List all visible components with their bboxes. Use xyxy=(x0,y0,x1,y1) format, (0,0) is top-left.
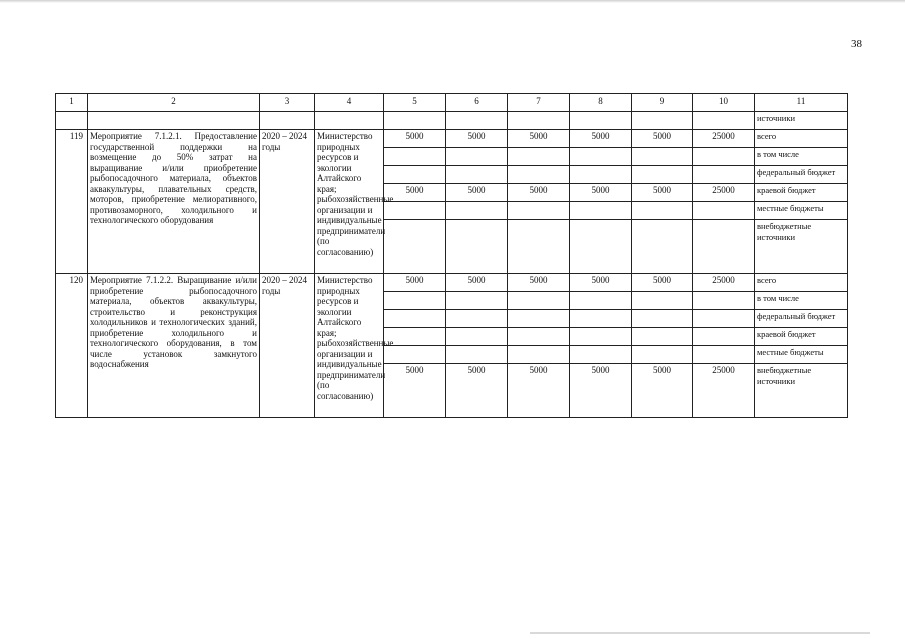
empty-cell xyxy=(260,112,315,130)
empty-cell xyxy=(508,112,570,130)
amount-cell xyxy=(570,220,632,274)
amount-cell xyxy=(632,148,693,166)
amount-cell: 5000 xyxy=(384,274,446,292)
amount-cell: 5000 xyxy=(632,274,693,292)
amount-cell: 25000 xyxy=(693,274,755,292)
amount-cell xyxy=(508,310,570,328)
scan-bottom-edge xyxy=(530,632,870,634)
amount-cell xyxy=(446,220,508,274)
amount-cell xyxy=(632,166,693,184)
measure-description: Мероприятие 7.1.2.1. Предоставление государственной поддержки на возмещение до 50% затрат на выращивание и/или приобретение рыбопосадочного материала, объектов аквакультуры, плавательных средств, моторов, приобретение мелиоративного, противозаморного, холодильного и технологического оборудования xyxy=(88,130,260,274)
amount-cell: 5000 xyxy=(632,364,693,418)
amount-cell xyxy=(632,292,693,310)
funding-source: внебюджетные источники xyxy=(755,364,848,418)
amount-cell xyxy=(693,346,755,364)
measure-number: 119 xyxy=(56,130,88,274)
amount-cell: 5000 xyxy=(570,130,632,148)
amount-cell xyxy=(693,220,755,274)
amount-cell xyxy=(446,166,508,184)
amount-cell xyxy=(632,202,693,220)
implementation-period: 2020 – 2024 годы xyxy=(260,130,315,274)
amount-cell xyxy=(693,328,755,346)
measure-description: Мероприятие 7.1.2.2. Выращивание и/или приобретение рыбопосадочного материала, объектов аквакультуры, строительство и реконструкция холодильников и технологических зданий, приобретение холодильного и технологического оборудования, в том числе установок замкнутого водоснабжения xyxy=(88,274,260,418)
funding-source: в том числе xyxy=(755,148,848,166)
amount-cell xyxy=(693,148,755,166)
amount-cell xyxy=(570,310,632,328)
amount-cell: 5000 xyxy=(570,364,632,418)
amount-cell xyxy=(508,346,570,364)
table-row xyxy=(56,274,848,292)
amount-cell xyxy=(384,220,446,274)
amount-cell xyxy=(508,220,570,274)
amount-cell: 5000 xyxy=(570,274,632,292)
measure-number: 120 xyxy=(56,274,88,418)
amount-cell: 5000 xyxy=(508,130,570,148)
amount-cell: 25000 xyxy=(693,130,755,148)
funding-source: федеральный бюджет xyxy=(755,310,848,328)
funding-source: краевой бюджет xyxy=(755,184,848,202)
amount-cell xyxy=(446,292,508,310)
amount-cell xyxy=(693,202,755,220)
funding-source: местные бюджеты xyxy=(755,202,848,220)
source-label: источники xyxy=(755,112,848,130)
amount-cell: 5000 xyxy=(446,184,508,202)
amount-cell xyxy=(570,346,632,364)
amount-cell xyxy=(508,292,570,310)
amount-cell xyxy=(693,166,755,184)
amount-cell xyxy=(384,166,446,184)
amount-cell xyxy=(384,202,446,220)
funding-source: краевой бюджет xyxy=(755,328,848,346)
column-number-4: 4 xyxy=(315,94,384,112)
amount-cell: 5000 xyxy=(446,364,508,418)
column-number-9: 9 xyxy=(632,94,693,112)
amount-cell xyxy=(570,202,632,220)
empty-cell xyxy=(632,112,693,130)
page-number: 38 xyxy=(851,38,862,50)
amount-cell xyxy=(632,310,693,328)
funding-source: местные бюджеты xyxy=(755,346,848,364)
amount-cell: 5000 xyxy=(570,184,632,202)
amount-cell xyxy=(384,148,446,166)
table-row xyxy=(56,130,848,148)
executor: Министерство природных ресурсов и экологии Алтайского края; рыбохозяйственные организации и индивидуальные предприниматели (по согласованию) xyxy=(315,274,384,418)
column-number-7: 7 xyxy=(508,94,570,112)
amount-cell xyxy=(446,346,508,364)
column-number-11: 11 xyxy=(755,94,848,112)
amount-cell xyxy=(632,346,693,364)
amount-cell: 5000 xyxy=(384,184,446,202)
amount-cell: 5000 xyxy=(508,364,570,418)
column-number-1: 1 xyxy=(56,94,88,112)
empty-cell xyxy=(693,112,755,130)
table-body xyxy=(56,94,848,418)
amount-cell xyxy=(693,310,755,328)
amount-cell xyxy=(446,310,508,328)
amount-cell xyxy=(508,166,570,184)
empty-cell xyxy=(384,112,446,130)
column-number-2: 2 xyxy=(88,94,260,112)
amount-cell xyxy=(446,328,508,346)
continuation-row xyxy=(56,112,848,130)
empty-cell xyxy=(88,112,260,130)
empty-cell xyxy=(446,112,508,130)
funding-source: в том числе xyxy=(755,292,848,310)
amount-cell xyxy=(508,202,570,220)
empty-cell xyxy=(315,112,384,130)
funding-source: федеральный бюджет xyxy=(755,166,848,184)
amount-cell: 5000 xyxy=(446,274,508,292)
executor: Министерство природных ресурсов и экологии Алтайского края; рыбохозяйственные организации и индивидуальные предприниматели (по согласованию) xyxy=(315,130,384,274)
amount-cell xyxy=(508,148,570,166)
amount-cell: 5000 xyxy=(508,184,570,202)
amount-cell xyxy=(570,148,632,166)
amount-cell xyxy=(632,328,693,346)
column-number-5: 5 xyxy=(384,94,446,112)
amount-cell: 25000 xyxy=(693,364,755,418)
amount-cell xyxy=(508,328,570,346)
amount-cell xyxy=(632,220,693,274)
amount-cell xyxy=(570,166,632,184)
scan-top-edge xyxy=(0,0,905,3)
program-table xyxy=(55,93,848,418)
amount-cell xyxy=(384,292,446,310)
column-number-8: 8 xyxy=(570,94,632,112)
amount-cell: 25000 xyxy=(693,184,755,202)
amount-cell xyxy=(693,292,755,310)
amount-cell: 5000 xyxy=(384,130,446,148)
implementation-period: 2020 – 2024 годы xyxy=(260,274,315,418)
empty-cell xyxy=(570,112,632,130)
amount-cell: 5000 xyxy=(632,130,693,148)
funding-source: всего xyxy=(755,274,848,292)
amount-cell xyxy=(384,346,446,364)
funding-source: внебюджетные источники xyxy=(755,220,848,274)
empty-cell xyxy=(56,112,88,130)
amount-cell: 5000 xyxy=(384,364,446,418)
amount-cell: 5000 xyxy=(632,184,693,202)
column-number-10: 10 xyxy=(693,94,755,112)
funding-source: всего xyxy=(755,130,848,148)
column-number-6: 6 xyxy=(446,94,508,112)
amount-cell xyxy=(570,328,632,346)
header-row xyxy=(56,94,848,112)
amount-cell xyxy=(446,202,508,220)
amount-cell: 5000 xyxy=(508,274,570,292)
amount-cell xyxy=(570,292,632,310)
amount-cell xyxy=(384,310,446,328)
amount-cell: 5000 xyxy=(446,130,508,148)
amount-cell xyxy=(446,148,508,166)
column-number-3: 3 xyxy=(260,94,315,112)
